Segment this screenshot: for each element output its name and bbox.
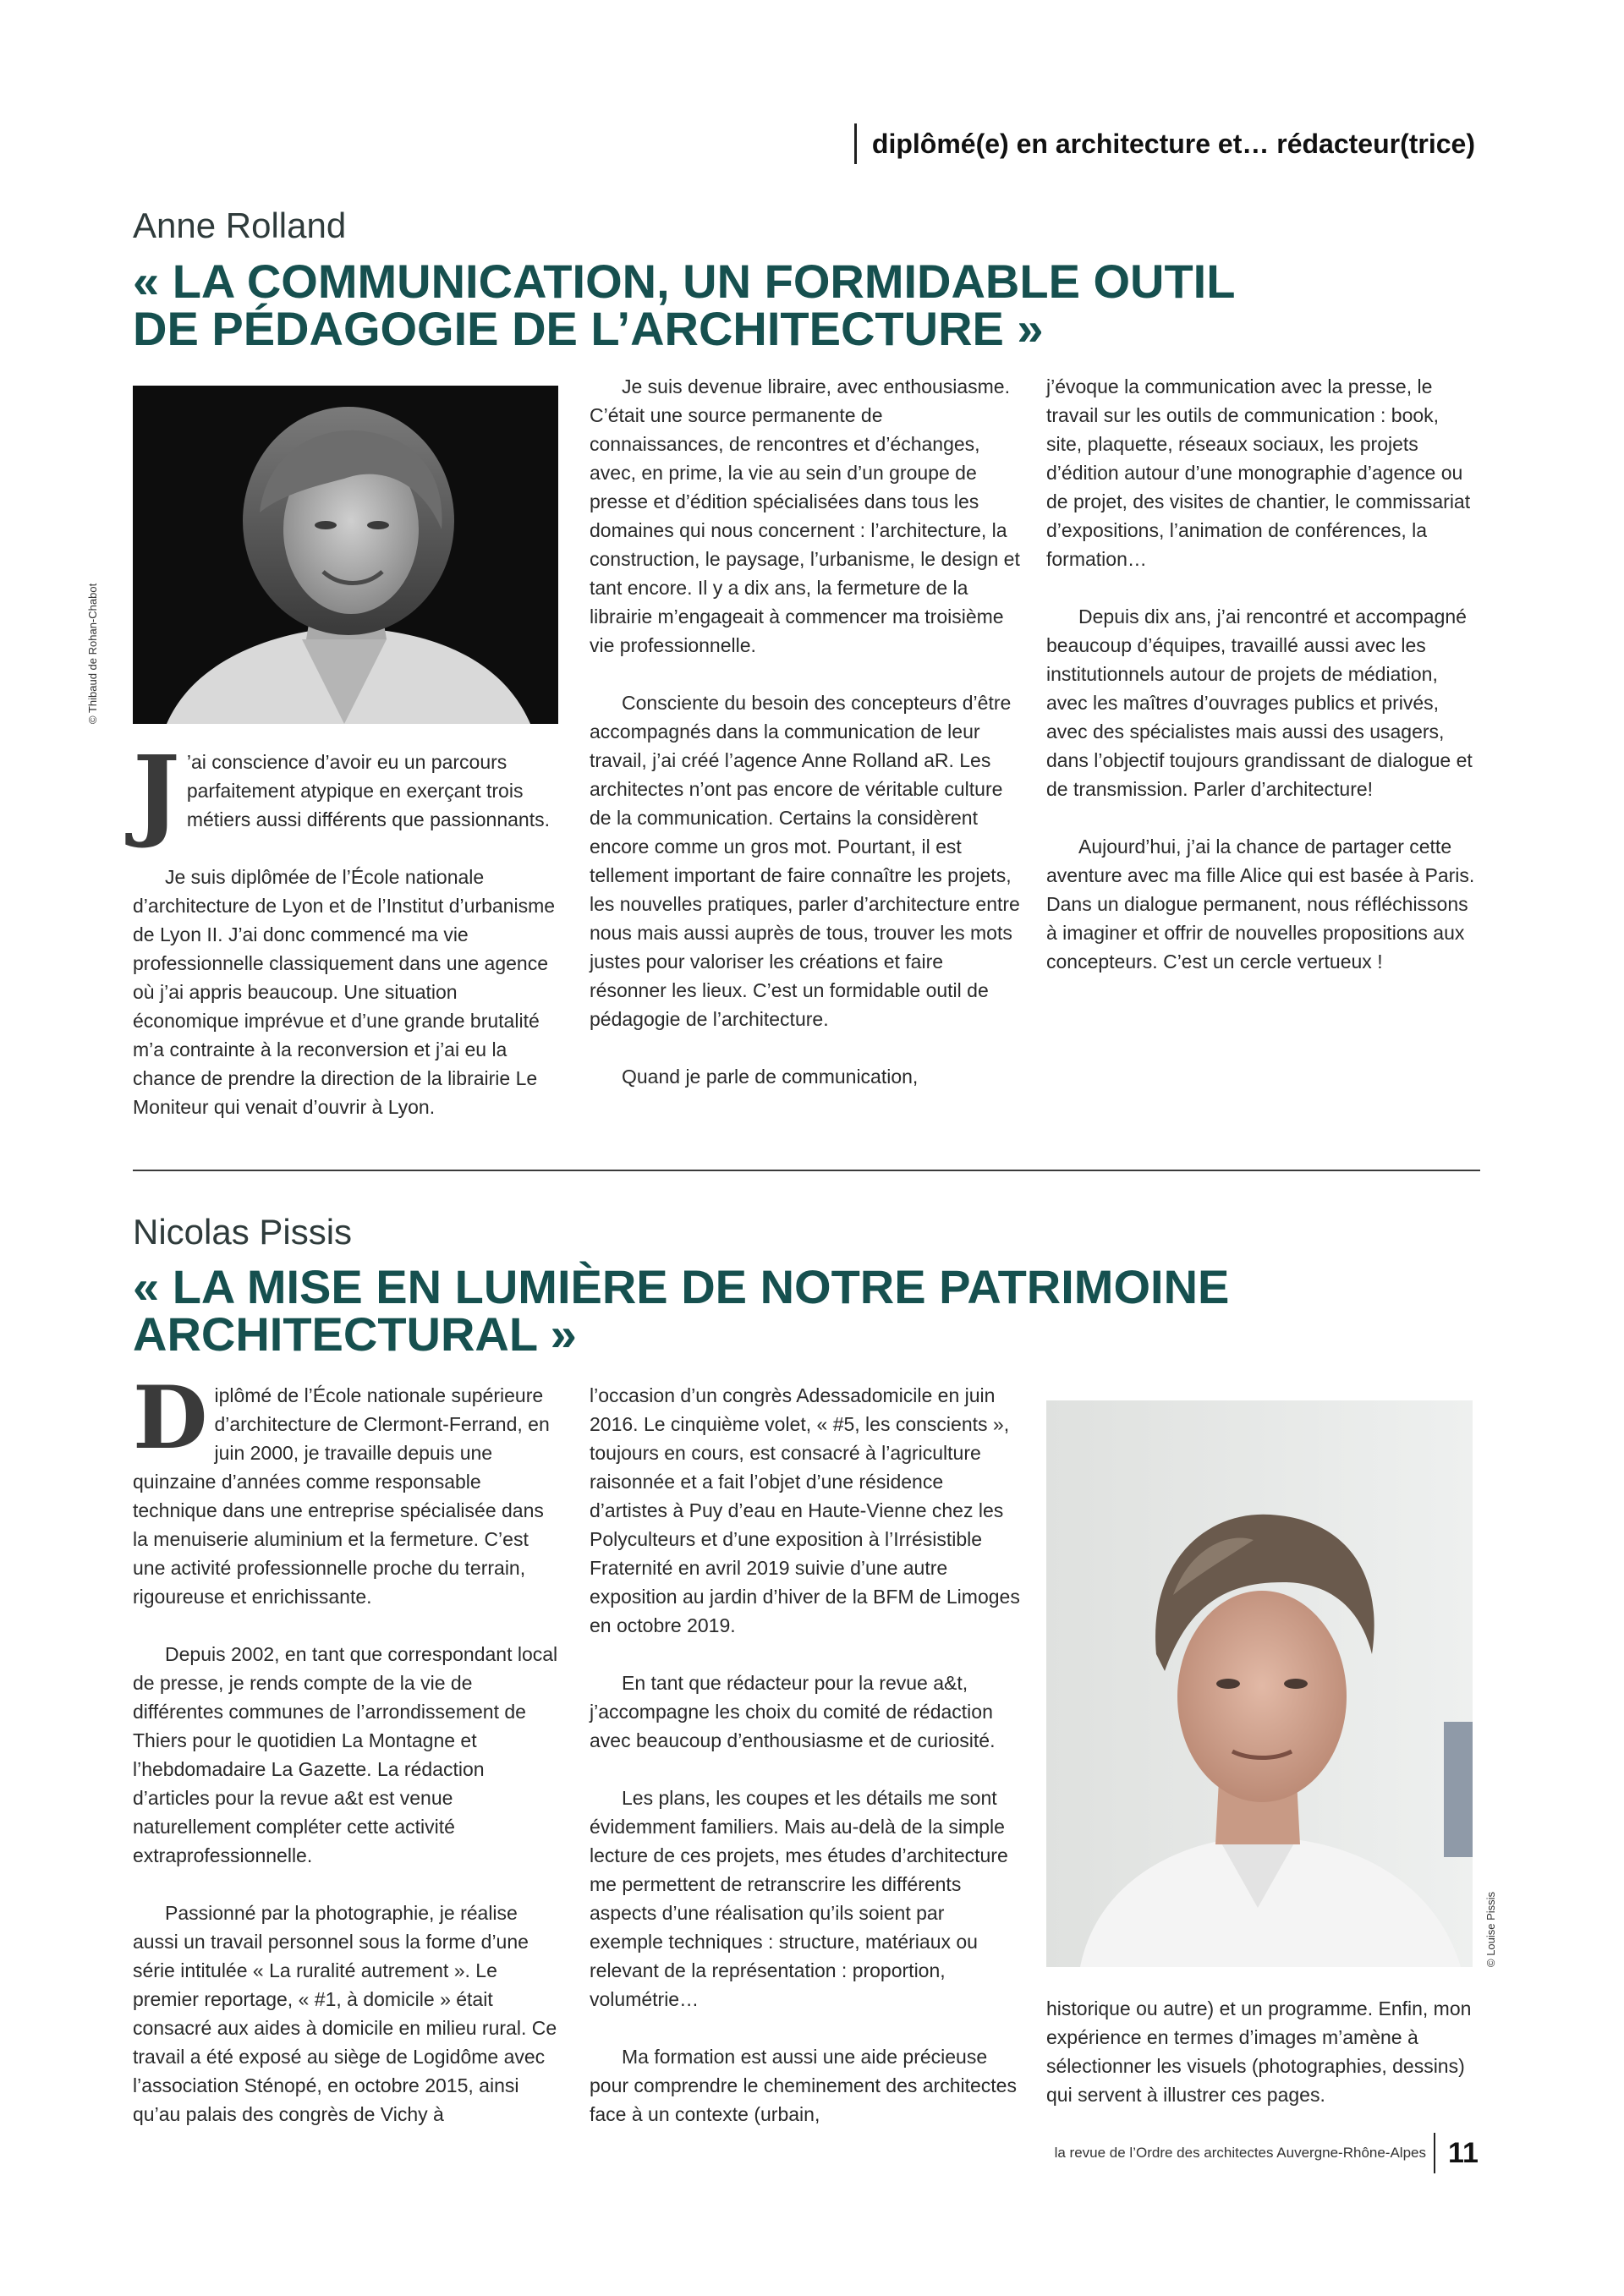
section-tag: diplômé(e) en architecture et… rédacteur(trice) bbox=[854, 123, 1475, 164]
headline-line: « LA COMMUNICATION, UN FORMIDABLE OUTIL bbox=[133, 255, 1236, 308]
headline-line: DE PÉDAGOGIE DE L’ARCHITECTURE » bbox=[133, 302, 1044, 355]
paragraph: Consciente du besoin des concepteurs d’être accompagnés dans la communication de leur travail, j’ai créé l’agence Anne Rolland aR. Les architectes n’ont pas encore de véritable culture de la communication. Certains la considèrent encore comme un gros mot. Pourtant, il est tellement important de faire connaître les projets, les nouvelles pratiques, parler d’architecture entre nous mais aussi auprès de tous, trouver les mots justes pour valoriser les créations et faire résonner les lieux. C’est un formidable outil de pédagogie de l’architecture. bbox=[590, 692, 1020, 1030]
paragraph: l’occasion d’un congrès Adessadomicile en juin 2016. Le cinquième volet, « #5, les conscients », toujours en cours, est consacré à l’agriculture raisonnée et a fait l’objet d’une résidence d’artistes à Puy d’eau en Haute-Vienne chez les Polyculteurs et d’une exposition à l’Irrésistible Fraternité en avril 2019 suivie d’une autre exposition au jardin d’hiver de la BFM de Limoges en octobre 2019. bbox=[590, 1384, 1020, 1636]
photo-credit: © Louise Pissis bbox=[1484, 1891, 1497, 1967]
headline bbox=[133, 1260, 1486, 1361]
portrait-photo bbox=[1046, 1400, 1473, 1967]
paragraph: Depuis 2002, en tant que correspondant local de presse, je rends compte de la vie de différentes communes de l’arrondissement de Thiers pour le quotidien La Montagne et l’hebdomadaire La Gazette. La rédaction d’articles pour la revue a&t est venue naturellement compléter cette activité extraprofessionnelle. bbox=[133, 1643, 558, 1866]
paragraph: Depuis dix ans, j’ai rencontré et accompagné beaucoup d’équipes, travaillé aussi avec les institutionnels autour de projets de médiation, avec les maîtres d’ouvrages publics et privés, avec des spécialistes mais aussi des usagers, dans l’objectif toujours grandissant de dialogue et de transmission. Parler d’architecture! bbox=[1046, 606, 1473, 800]
paragraph: Les plans, les coupes et les détails me sont évidemment familiers. Mais au-delà de la simple lecture de ces projets, mes études d’architecture me permettent de retranscrire les différents aspects d’une réalisation qu’ils soient par exemple techniques : structure, matériaux ou relevant de la représentation : proportion, volumétrie… bbox=[590, 1787, 1008, 2010]
photo-credit: © Thibaud de Rohan-Chabot bbox=[86, 583, 99, 724]
author-name: Nicolas Pissis bbox=[133, 1212, 353, 1252]
paragraph: Diplômé de l’École nationale supérieure d’architecture de Clermont-Ferrand, en juin 2000, je travaille depuis une quinzaine d’années comme responsable technique dans une entreprise spécialisée dans la menuiserie aluminium et la fermeture. C’est une activité professionnelle proche du terrain, rigoureuse et enrichissante. bbox=[133, 1367, 550, 1608]
paragraph: En tant que rédacteur pour la revue a&t, j’accompagne les choix du comité de rédaction avec beaucoup d’enthousiasme et de curiosité. bbox=[590, 1672, 996, 1751]
paragraph: Quand je parle de communication, bbox=[622, 1066, 919, 1088]
paragraph: Ma formation est aussi une aide précieuse pour comprendre le cheminement des architectes face à un contexte (urbain, bbox=[590, 2046, 1017, 2125]
headline bbox=[133, 255, 1486, 355]
paragraph: Je suis devenue libraire, avec enthousiasme. C’était une source permanente de connaissances, de rencontres et d’échanges, avec, en prime, la vie au sein d’un groupe de presse et d’édition spécialisées dans tous les domaines qui nous concernent : l’architecture, la construction, le paysage, l’urbanisme, le design et tant encore. Il y a dix ans, la fermeture de la librairie m’engageait à commencer ma troisième vie professionnelle. bbox=[590, 375, 1020, 656]
author-name: Anne Rolland bbox=[133, 205, 347, 245]
footer-divider bbox=[1434, 2133, 1435, 2173]
article-column bbox=[133, 733, 564, 1121]
paragraph: Passionné par la photographie, je réalise aussi un travail personnel sous la forme d’une série intitulée « La ruralité autrement ». Le premier reportage, « #1, à domicile » était consacré aux aides à domicile en milieu rural. Ce travail a été exposé au siège de Logidôme avec l’association Sténopé, en octobre 2015, ainsi qu’au palais des congrès de Vichy à bbox=[133, 1902, 557, 2125]
article-column bbox=[590, 372, 1021, 1091]
portrait-illustration bbox=[133, 386, 558, 724]
paragraph: j’évoque la communication avec la presse, le travail sur les outils de communication : book, site, plaquette, réseaux sociaux, les projets d’édition autour d’une monographie d’agence ou de projet, des visites de chantier, le commissariat d’expositions, l’animation de conférences, la formation… bbox=[1046, 375, 1471, 570]
section-divider bbox=[133, 1170, 1480, 1171]
drop-cap: D bbox=[133, 1367, 208, 1469]
paragraph: J ’ai conscience d’avoir eu un parcours parfaitement atypique en exerçant trois métiers aussi différents que passionnants. bbox=[133, 733, 550, 851]
article-column bbox=[1046, 1994, 1478, 2109]
portrait-photo bbox=[133, 386, 558, 724]
paragraph: Aujourd’hui, j’ai la chance de partager cette aventure avec ma fille Alice qui est basée à Paris. Dans un dialogue permanent, nous réfléchissons à imaginer et offrir de nouvelles propositions aux concepteurs. C’est un cercle vertueux ! bbox=[1046, 836, 1475, 973]
paragraph: Je suis diplômée de l’École nationale d’architecture de Lyon et de l’Institut d’urbanisme de Lyon II. J’ai donc commencé ma vie professionnelle classiquement dans une agence où j’ai appris beaucoup. Une situation économique imprévue et d’une grande brutalité m’a contrainte à la reconversion et j’ai eu la chance de prendre la direction de la librairie Le Moniteur qui venait d’ouvrir à Lyon. bbox=[133, 866, 556, 1118]
headline-line: « LA MISE EN LUMIÈRE DE NOTRE PATRIMOINE bbox=[133, 1260, 1230, 1313]
paragraph: historique ou autre) et un programme. Enfin, mon expérience en termes d’images m’amène à sélectionner les visuels (photographies, dessins) qui servent à illustrer ces pages. bbox=[1046, 1997, 1472, 2106]
article-column bbox=[1046, 372, 1478, 976]
article-column bbox=[590, 1381, 1021, 2129]
portrait-illustration bbox=[1046, 1400, 1473, 1967]
page-number: 11 bbox=[1448, 2137, 1479, 2169]
headline-line: ARCHITECTURAL » bbox=[133, 1307, 577, 1361]
drop-cap: J bbox=[133, 733, 180, 851]
article-column bbox=[133, 1367, 564, 2129]
publication-name: la revue de l’Ordre des architectes Auvergne-Rhône-Alpes bbox=[1054, 2145, 1426, 2161]
